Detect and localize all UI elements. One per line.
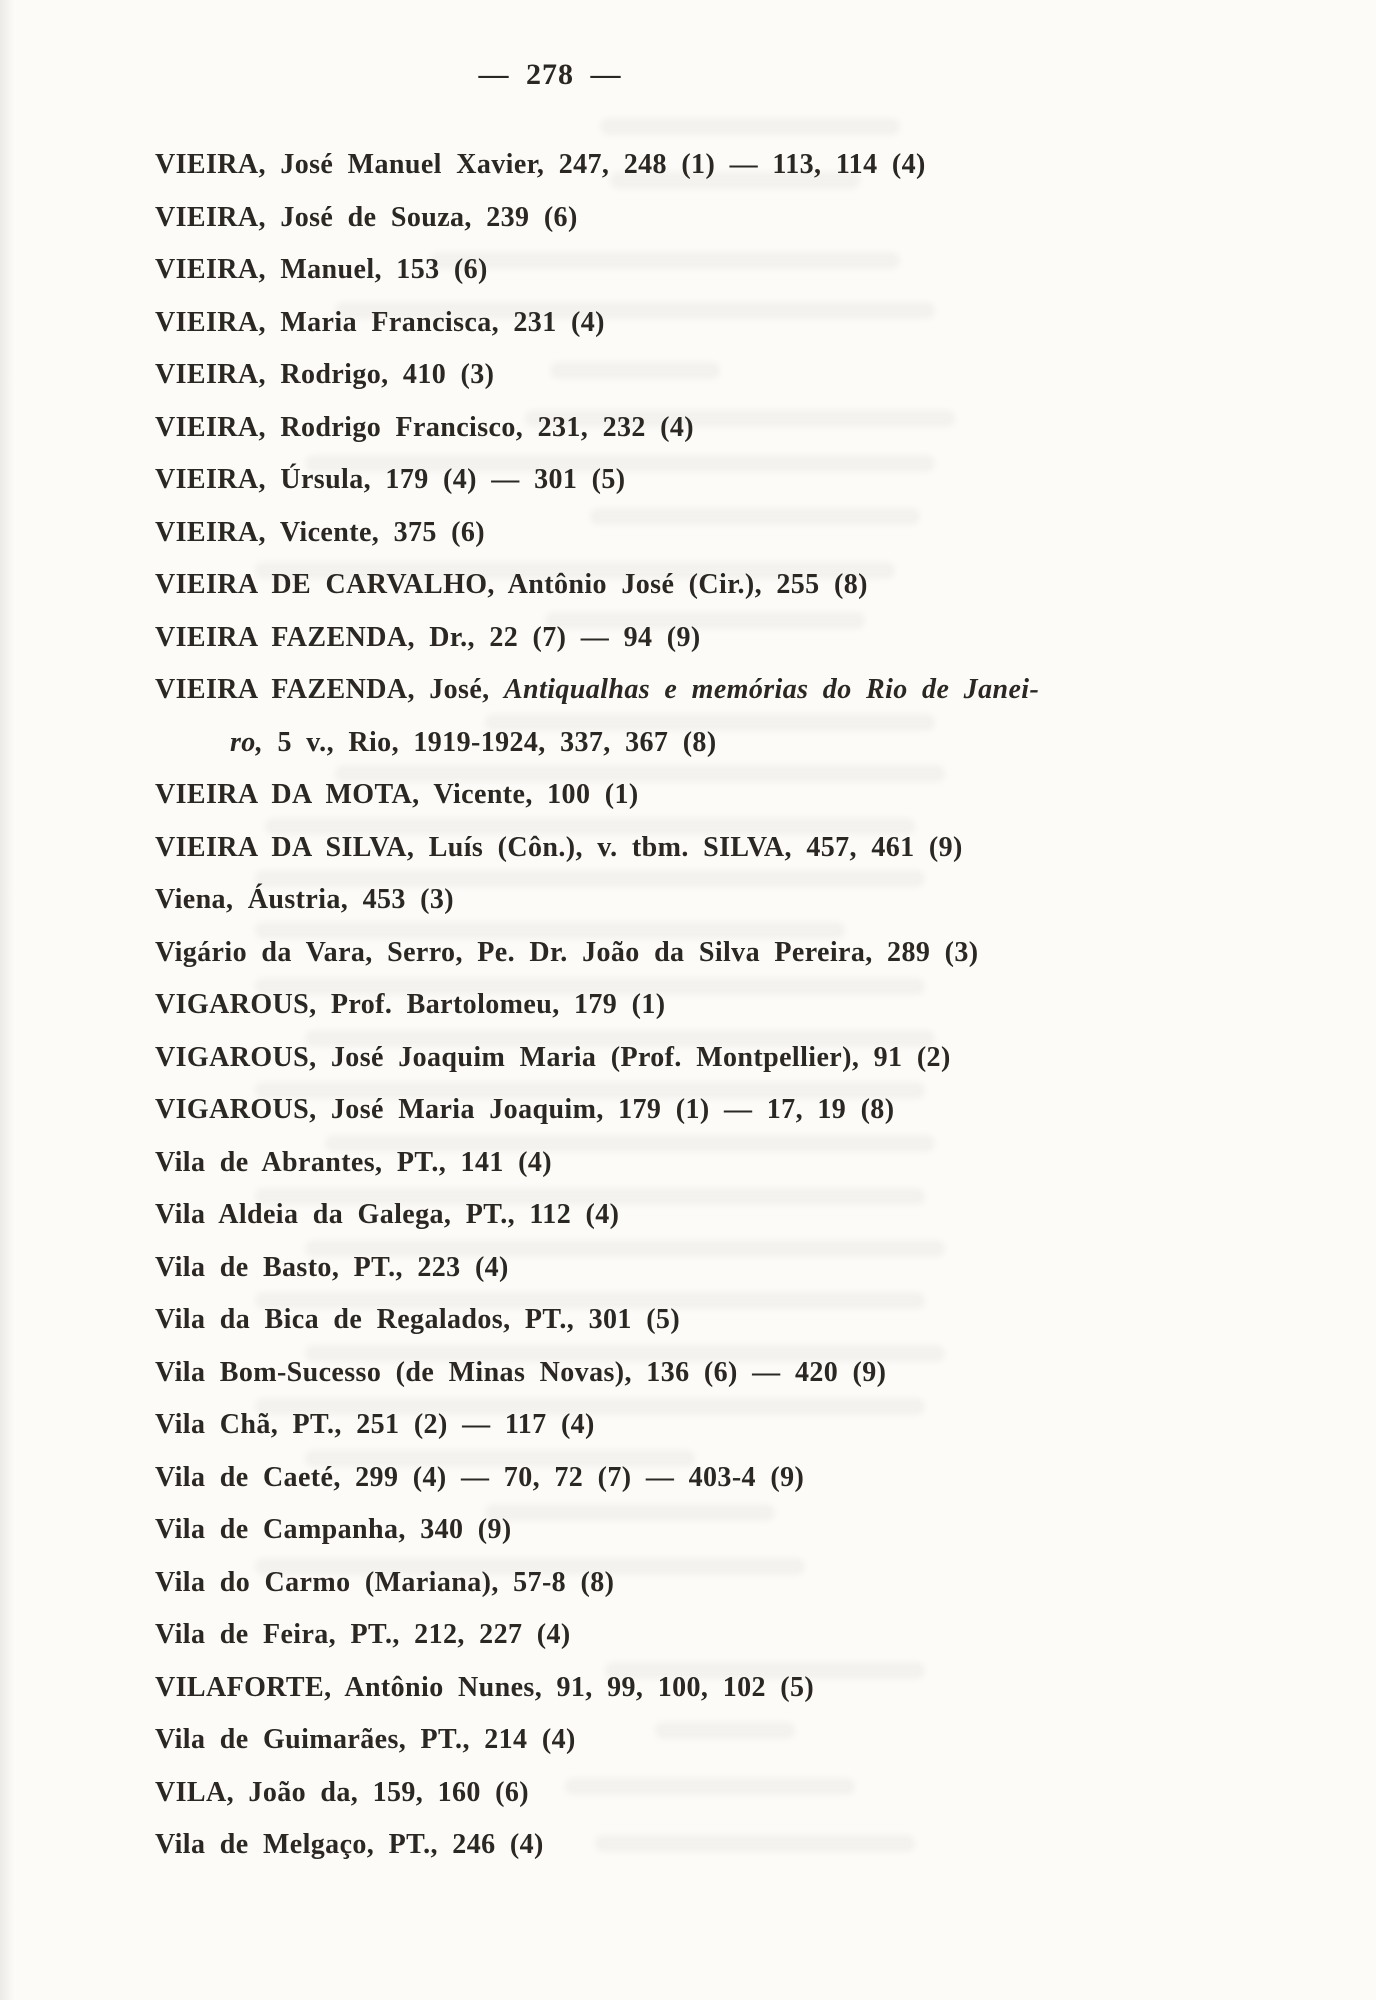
entry-text: Vila da Bica de Regalados, PT., 301 (5) — [155, 1304, 681, 1335]
page-number: — 278 — — [478, 58, 622, 91]
entry-text: VIEIRA FAZENDA, Dr., 22 (7) — 94 (9) — [155, 621, 701, 653]
index-entry — [155, 769, 1376, 822]
entry-text: VIEIRA, José de Souza, 239 (6) — [155, 201, 578, 233]
index-entry — [155, 559, 1376, 612]
index-entry — [155, 1819, 1376, 1872]
entry-text: Viena, Áustria, 453 (3) — [155, 884, 455, 915]
index-entry — [155, 349, 1376, 402]
index-entry — [155, 1714, 1376, 1767]
entry-text: Vila de Caeté, 299 (4) — 70, 72 (7) — 403-4 (9) — [155, 1461, 805, 1493]
index-entry — [155, 1609, 1376, 1662]
bleedthrough-artifact — [600, 118, 900, 135]
index-entries — [155, 139, 1376, 1872]
entry-text: VIEIRA DA SILVA, Luís (Côn.), v. tbm. SILVA, 457, 461 (9) — [155, 831, 963, 863]
index-entry — [155, 664, 1376, 717]
index-entry — [155, 1137, 1376, 1190]
entry-text: Vila de Basto, PT., 223 (4) — [155, 1251, 509, 1283]
index-entry — [155, 822, 1376, 875]
entry-text: Vila Chã, PT., 251 (2) — 117 (4) — [155, 1409, 595, 1440]
entry-text: Vila do Carmo (Mariana), 57-8 (8) — [155, 1566, 615, 1598]
index-entry — [155, 1032, 1376, 1085]
index-entry — [155, 402, 1376, 455]
entry-text: VIEIRA, Rodrigo Francisco, 231, 232 (4) — [155, 411, 695, 443]
entry-text: Vigário da Vara, Serro, Pe. Dr. João da Silva Pereira, 289 (3) — [155, 936, 979, 968]
entry-text: VIEIRA, Manuel, 153 (6) — [155, 254, 488, 285]
index-entry — [155, 1084, 1376, 1137]
index-entry — [155, 139, 1376, 192]
index-entry — [155, 507, 1376, 560]
index-entry — [155, 612, 1376, 665]
index-entry — [155, 297, 1376, 350]
index-entry — [155, 927, 1376, 980]
index-entry — [155, 1504, 1376, 1557]
entry-text: VIEIRA, Rodrigo, 410 (3) — [155, 359, 495, 390]
entry-text: Vila de Feira, PT., 212, 227 (4) — [155, 1619, 571, 1650]
index-entry — [155, 1242, 1376, 1295]
entry-text: VILA, João da, 159, 160 (6) — [155, 1776, 530, 1808]
entry-text: Vila Bom-Sucesso (de Minas Novas), 136 (6) — 420 (9) — [155, 1356, 887, 1388]
entry-text: VIEIRA, José Manuel Xavier, 247, 248 (1) — 113, 114 (4) — [155, 149, 926, 180]
entry-text: VILAFORTE, Antônio Nunes, 91, 99, 100, 102 (5) — [155, 1671, 815, 1703]
index-entry — [155, 1662, 1376, 1715]
entry-title-italic: ro, — [230, 726, 264, 758]
entry-text: VIEIRA DE CARVALHO, Antônio José (Cir.), 255 (8) — [155, 569, 868, 600]
index-entry — [155, 1767, 1376, 1820]
index-entry — [155, 1452, 1376, 1505]
index-entry — [155, 1557, 1376, 1610]
index-entry — [155, 192, 1376, 245]
entry-text: Vila Aldeia da Galega, PT., 112 (4) — [155, 1199, 620, 1230]
index-entry — [155, 454, 1376, 507]
index-entry — [155, 1294, 1376, 1347]
entry-text: VIEIRA, Úrsula, 179 (4) — 301 (5) — [155, 464, 626, 495]
entry-text: 5 v., Rio, 1919-1924, 337, 367 (8) — [263, 726, 717, 758]
index-entry — [155, 874, 1376, 927]
index-entry — [155, 979, 1376, 1032]
entry-text: Vila de Campanha, 340 (9) — [155, 1514, 512, 1545]
index-entry-runover — [155, 717, 1376, 770]
entry-text: VIEIRA, Maria Francisca, 231 (4) — [155, 306, 605, 338]
entry-text: VIEIRA FAZENDA, José, — [155, 674, 504, 705]
entry-text: VIGAROUS, José Joaquim Maria (Prof. Montpellier), 91 (2) — [155, 1041, 951, 1073]
entry-text: VIEIRA, Vicente, 375 (6) — [155, 516, 486, 548]
index-entry — [155, 244, 1376, 297]
entry-title-italic: Antiqualhas e memórias do Rio de Janei- — [503, 674, 1040, 705]
entry-text: Vila de Abrantes, PT., 141 (4) — [155, 1146, 552, 1178]
index-entry — [155, 1399, 1376, 1452]
index-entry — [155, 1347, 1376, 1400]
index-entry — [155, 1189, 1376, 1242]
entry-text: VIEIRA DA MOTA, Vicente, 100 (1) — [155, 779, 639, 810]
entry-text: Vila de Melgaço, PT., 246 (4) — [155, 1829, 544, 1860]
entry-text: VIGAROUS, José Maria Joaquim, 179 (1) — 17, 19 (8) — [155, 1094, 895, 1125]
entry-text: VIGAROUS, Prof. Bartolomeu, 179 (1) — [155, 989, 666, 1020]
entry-text: Vila de Guimarães, PT., 214 (4) — [155, 1724, 576, 1755]
